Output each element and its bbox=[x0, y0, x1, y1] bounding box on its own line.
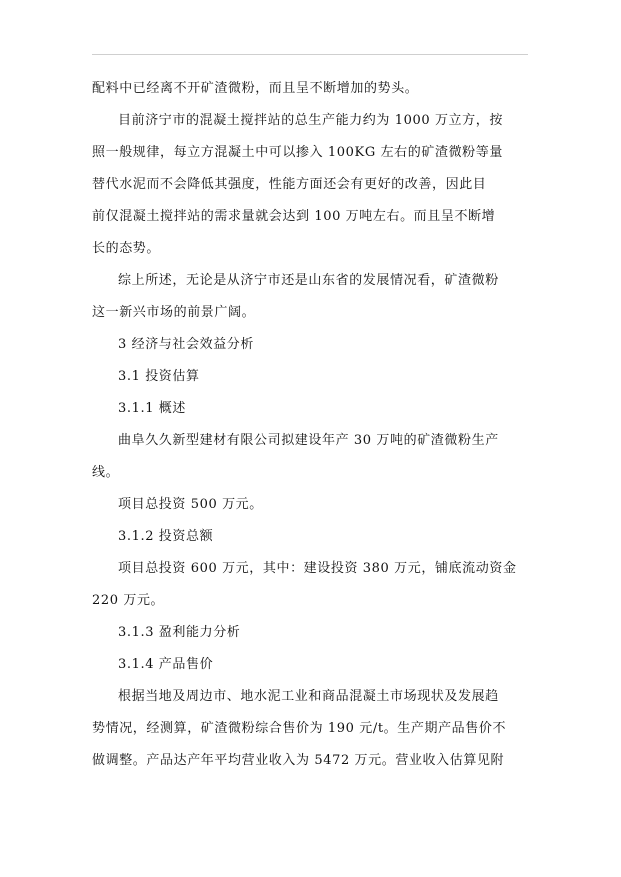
section-heading: 3.1.3 盈利能力分析 bbox=[118, 625, 241, 640]
section-heading: 3.1.1 概述 bbox=[118, 401, 187, 416]
paragraph-line: 目前济宁市的混凝土搅拌站的总生产能力约为 1000 万立方，按 bbox=[118, 113, 503, 128]
section-heading: 3.1 投资估算 bbox=[118, 369, 200, 384]
section-heading: 3 经济与社会效益分析 bbox=[118, 337, 255, 352]
header-divider bbox=[92, 54, 528, 55]
paragraph-line: 前仅混凝土搅拌站的需求量就会达到 100 万吨左右。而且呈不断增 bbox=[92, 209, 496, 224]
paragraph-line: 长的态势。 bbox=[92, 241, 161, 256]
paragraph-line: 线。 bbox=[92, 465, 120, 480]
paragraph-line: 综上所述，无论是从济宁市还是山东省的发展情况看，矿渣微粉 bbox=[118, 273, 499, 288]
paragraph-line: 曲阜久久新型建材有限公司拟建设年产 30 万吨的矿渣微粉生产 bbox=[118, 433, 499, 448]
paragraph-line: 这一新兴市场的前景广阔。 bbox=[92, 305, 256, 320]
paragraph-line: 根据当地及周边市、地水泥工业和商品混凝土市场现状及发展趋 bbox=[118, 689, 499, 704]
section-heading: 3.1.4 产品售价 bbox=[118, 657, 214, 672]
paragraph-line: 项目总投资 600 万元，其中：建设投资 380 万元，铺底流动资金 bbox=[118, 561, 517, 576]
paragraph-line: 照一般规律，每立方混凝土中可以掺入 100KG 左右的矿渣微粉等量 bbox=[92, 145, 503, 160]
section-heading: 3.1.2 投资总额 bbox=[118, 529, 214, 544]
paragraph-line: 做调整。产品达产年平均营业收入为 5472 万元。营业收入估算见附 bbox=[92, 753, 505, 768]
paragraph-line: 配料中已经离不开矿渣微粉，而且呈不断增加的势头。 bbox=[92, 81, 419, 96]
paragraph-line: 项目总投资 500 万元。 bbox=[118, 497, 263, 512]
paragraph-line: 220 万元。 bbox=[92, 593, 165, 608]
paragraph-line: 替代水泥而不会降低其强度，性能方面还会有更好的改善，因此目 bbox=[92, 177, 487, 192]
paragraph-line: 势情况，经测算，矿渣微粉综合售价为 190 元/t。生产期产品售价不 bbox=[92, 721, 507, 736]
